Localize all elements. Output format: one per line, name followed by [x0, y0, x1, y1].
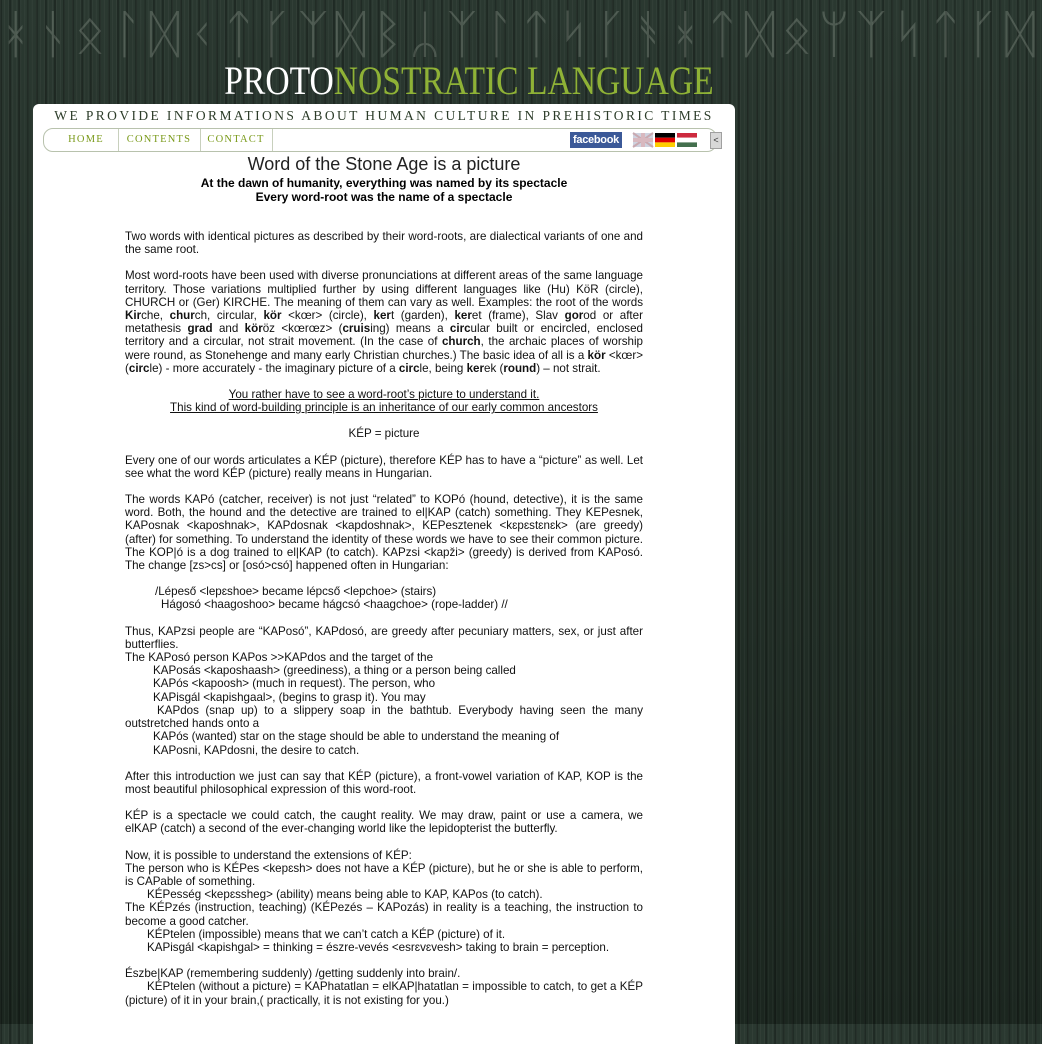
- paragraph-3: Every one of our words articulates a KÉP (picture), therefore KÉP has to have a “picture” as well. Let see what the word KÉP (picture) really means in Hungarian.: [125, 453, 643, 480]
- article-body: [125, 230, 643, 1020]
- nav-home-link[interactable]: HOME: [54, 129, 119, 151]
- nav-contents-link[interactable]: CONTENTS: [118, 129, 201, 151]
- page-title: Word of the Stone Age is a picture: [247, 154, 521, 174]
- runic-glyph-banner: ᚼᚾᛟᛚᛞᚲᛏᚴᛉᛞᛒᛦᛉᛚᛏᛋᚴᚬᚼᛏᛞᛟᛘᛉᛋᛏᚴᛞ: [0, 5, 1042, 65]
- facebook-button[interactable]: facebook: [570, 132, 622, 148]
- kep-definition: KÉP = picture: [348, 427, 420, 441]
- paragraph-8: Now, it is possible to understand the extensions of KÉP: The person who is KÉPes <kepɛsh> does not have a KÉP (picture), but he or she is able to perform, is CAPable of something. KÉPesség <kepɛssheg> (ability) means being able to KAP, KAPos (to catch). The KÉPzés (instruction, teaching) (KÉPezés – KAPozás) in reality is a teaching, the instruction to become a good catcher. KÉPtelen (impossible) means that we can’t catch a KÉP (picture) of it. KAPisgál <kapishgal> = thinking = észre-vevés <esrɛvɛvesh> taking to brain = perception.: [125, 848, 643, 954]
- site-title-nostratic: NOSTRATIC LANGUAGE: [334, 58, 714, 103]
- site-tagline: WE PROVIDE INFORMATIONS ABOUT HUMAN CULTURE IN PREHISTORIC TIMES: [54, 108, 714, 123]
- article-heading: [33, 152, 735, 204]
- uk-flag-icon[interactable]: [633, 133, 653, 147]
- content-panel: [33, 104, 735, 1044]
- site-title[interactable]: [225, 60, 714, 102]
- example-2: Hágosó <haagoshoo> became hágcsó <haagchoe> (rope-ladder) //: [161, 598, 508, 612]
- underlined-note: You rather have to see a word-root’s picture to understand it. This kind of word-building principle is an inheritance of our early common ancestors: [170, 388, 598, 415]
- nav-bar: [43, 128, 717, 152]
- paragraph-7: KÉP is a spectacle we could catch, the caught reality. We may draw, paint or use a camera, we elKAP (catch) a second of the ever-changing world like the lepidopterist the butterfly.: [125, 809, 643, 836]
- nav-contact-link[interactable]: CONTACT: [200, 129, 273, 151]
- paragraph-4: The words KAPó (catcher, receiver) is not just “related” to KOPó (hound, detective), it is the same word. Both, the hound and the detective are trained to el|KAP (catch) something. They KEPesnek, KAPosnak <kaposhnak>, KAPdosnak <kapdoshnak>, KEPesztenek <kɛpɛstɛnɛk> (are greedy) (after) for something. To understand the identity of these words we have to see their common picture. The KOP|ó is a dog trained to el|KAP (to catch). KAPzsi <kapži> (greedy) is derived from KAPosó. The change [zs>cs] or [osó>csó] happened often in Hungarian:: [125, 493, 643, 573]
- paragraph-9: Észbe|KAP (remembering suddenly) /getting suddenly into brain/. KÉPtelen (without a picture) = KAPhatatlan = elKAP|hatatlan = impossible to catch, to get a KÉP (picture) of it in your brain,( practically, it is not existing for you.): [125, 967, 643, 1007]
- hungarian-flag-icon[interactable]: [677, 133, 697, 147]
- example-1: /Lépeső <lepɛshoe> became lépcső <lepchoe> (stairs): [155, 585, 437, 599]
- paragraph-1: Two words with identical pictures as described by their word-roots, are dialectical variants of one and the same root.: [125, 230, 643, 257]
- paragraph-2: Most word-roots have been used with diverse pronunciations at different areas of the same language territory. Those variations multiplied further by using different languages like (Hu) KöR (circle), CHURCH or (Ger) KIRCHE. The meaning of them can vary as well. Examples: the root of the words Kirche, church, circular, kör <kœr> (circle), kert (garden), keret (frame), Slav gorod or after metathesis grad and köröz <kœrœz> (cruising) means a circular built or encircled, enclosed territory and a circular, not strait movement. (In the case of church, the archaic places of worship were round, as Stonehenge and many early Christian churches.) The basic idea of all is a kör <kœr> (circle) - more accurately - the imaginary picture of a circle, being kerek (round) – not strait.: [125, 269, 643, 375]
- german-flag-icon[interactable]: [655, 133, 675, 147]
- back-button[interactable]: <: [710, 132, 722, 149]
- subtitle-1: At the dawn of humanity, everything was named by its spectacle: [200, 176, 568, 190]
- site-title-proto: PROTO: [224, 58, 335, 103]
- subtitle-2: Every word-root was the name of a spectacle: [255, 190, 513, 204]
- paragraph-6: After this introduction we just can say that KÉP (picture), a front-vowel variation of KAP, KOP is the most beautiful philosophical expression of this word-root.: [125, 769, 643, 796]
- example-block: [125, 585, 643, 611]
- site-banner: [0, 0, 1042, 106]
- paragraph-5: Thus, KAPzsi people are “KAPosó”, KAPdosó, are greedy after pecuniary matters, sex, or just after butterflies. The KAPosó person KAPos >>KAPdos and the target of the KAPosás <kaposhaash> (greediness), a thing or a person being called KAPós <kapoosh> (much in request). The person, who KAPisgál <kapishgaal>, (begins to grasp it). You may KAPdos (snap up) to a slippery soap in the bathtub. Everybody having seen the many outstretched hands onto a KAPós (wanted) star on the stage should be able to understand the meaning of KAPosni, KAPdosni, the desire to catch.: [125, 624, 643, 757]
